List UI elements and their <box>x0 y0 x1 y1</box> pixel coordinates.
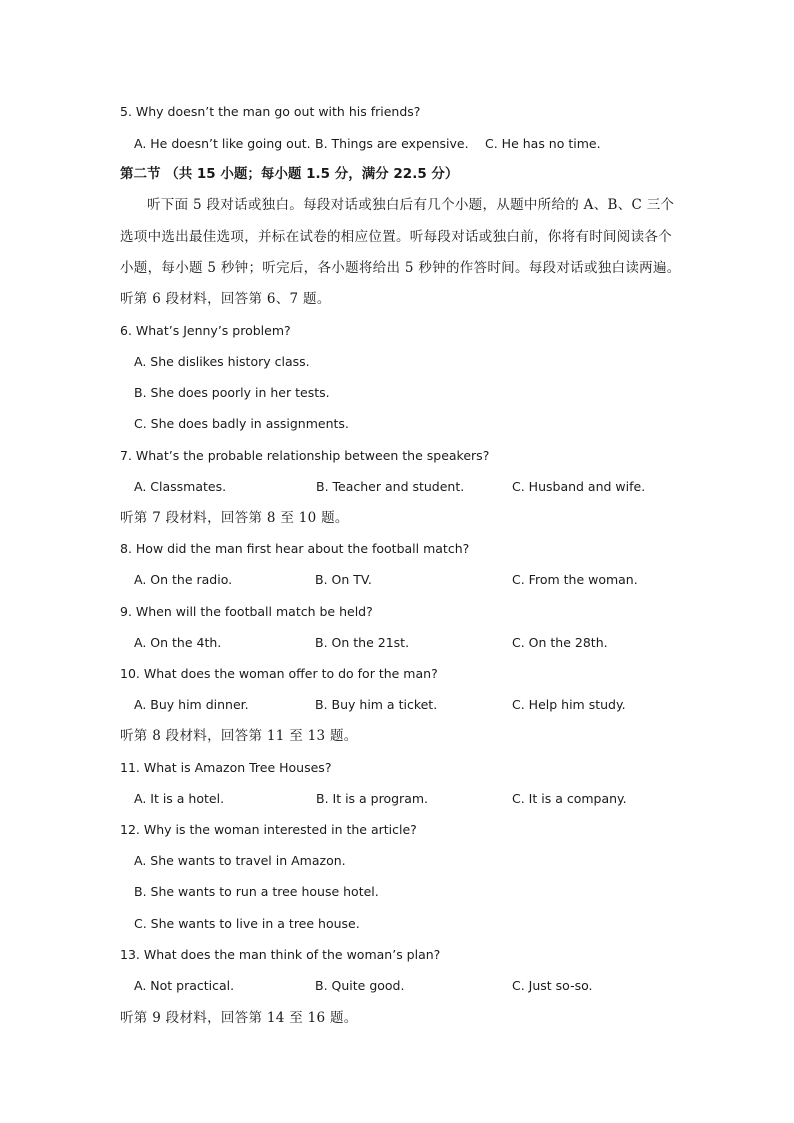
q12-option-c: C. She wants to live in a tree house. <box>134 916 360 931</box>
q7-option-c: C. Husband and wife. <box>512 479 646 494</box>
q9-option-c: C. On the 28th. <box>512 635 608 650</box>
material-7-label: 听第 7 段材料，回答第 8 至 10 题。 <box>120 510 349 526</box>
instructions-line-1: 听下面 5 段对话或独白。每段对话或独白后有几个小题，从题中所给的 A、B、C 三个 <box>147 197 675 213</box>
q11-option-a: A. It is a hotel. <box>134 791 225 806</box>
question-10: 10. What does the woman offer to do for the man? <box>120 666 438 681</box>
question-6: 6. What’s Jenny’s problem? <box>120 323 291 338</box>
question-11: 11. What is Amazon Tree Houses? <box>120 760 332 775</box>
section-2-heading: 第二节 （共 15 小题；每小题 1.5 分，满分 22.5 分） <box>120 166 459 182</box>
q12-option-b: B. She wants to run a tree house hotel. <box>134 884 379 899</box>
q7-option-a: A. Classmates. <box>134 479 227 494</box>
material-9-label: 听第 9 段材料，回答第 14 至 16 题。 <box>120 1010 358 1026</box>
instructions-line-3: 小题，每小题 5 秒钟；听完后，各小题将给出 5 秒钟的作答时间。每段对话或独白读两遍。 <box>120 260 681 276</box>
material-6-label: 听第 6 段材料，回答第 6、7 题。 <box>120 291 331 307</box>
q12-option-a: A. She wants to travel in Amazon. <box>134 853 346 868</box>
q13-option-b: B. Quite good. <box>315 978 405 993</box>
question-7: 7. What’s the probable relationship between the speakers? <box>120 448 490 463</box>
question-9: 9. When will the football match be held? <box>120 604 373 619</box>
q9-option-b: B. On the 21st. <box>315 635 410 650</box>
q10-option-a: A. Buy him dinner. <box>134 697 249 712</box>
q5-option-a: A. He doesn’t like going out. <box>134 136 311 151</box>
q5-option-b: B. Things are expensive. <box>315 136 469 151</box>
instructions-line-2: 选项中选出最佳选项，并标在试卷的相应位置。听每段对话或独白前，你将有时间阅读各个 <box>120 229 672 245</box>
q6-option-a: A. She dislikes history class. <box>134 354 310 369</box>
q13-option-c: C. Just so-so. <box>512 978 593 993</box>
q10-option-b: B. Buy him a ticket. <box>315 697 438 712</box>
question-13: 13. What does the man think of the woman’s plan? <box>120 947 441 962</box>
q8-option-c: C. From the woman. <box>512 572 638 587</box>
q7-option-b: B. Teacher and student. <box>316 479 465 494</box>
q5-option-c: C. He has no time. <box>485 136 601 151</box>
q6-option-c: C. She does badly in assignments. <box>134 416 349 431</box>
q11-option-c: C. It is a company. <box>512 791 627 806</box>
q8-option-a: A. On the radio. <box>134 572 233 587</box>
q8-option-b: B. On TV. <box>315 572 372 587</box>
q13-option-a: A. Not practical. <box>134 978 235 993</box>
q6-option-b: B. She does poorly in her tests. <box>134 385 330 400</box>
question-12: 12. Why is the woman interested in the article? <box>120 822 417 837</box>
question-8: 8. How did the man first hear about the football match? <box>120 541 470 556</box>
material-8-label: 听第 8 段材料，回答第 11 至 13 题。 <box>120 728 358 744</box>
q11-option-b: B. It is a program. <box>316 791 429 806</box>
question-5: 5. Why doesn’t the man go out with his friends? <box>120 104 421 119</box>
q10-option-c: C. Help him study. <box>512 697 626 712</box>
q9-option-a: A. On the 4th. <box>134 635 222 650</box>
